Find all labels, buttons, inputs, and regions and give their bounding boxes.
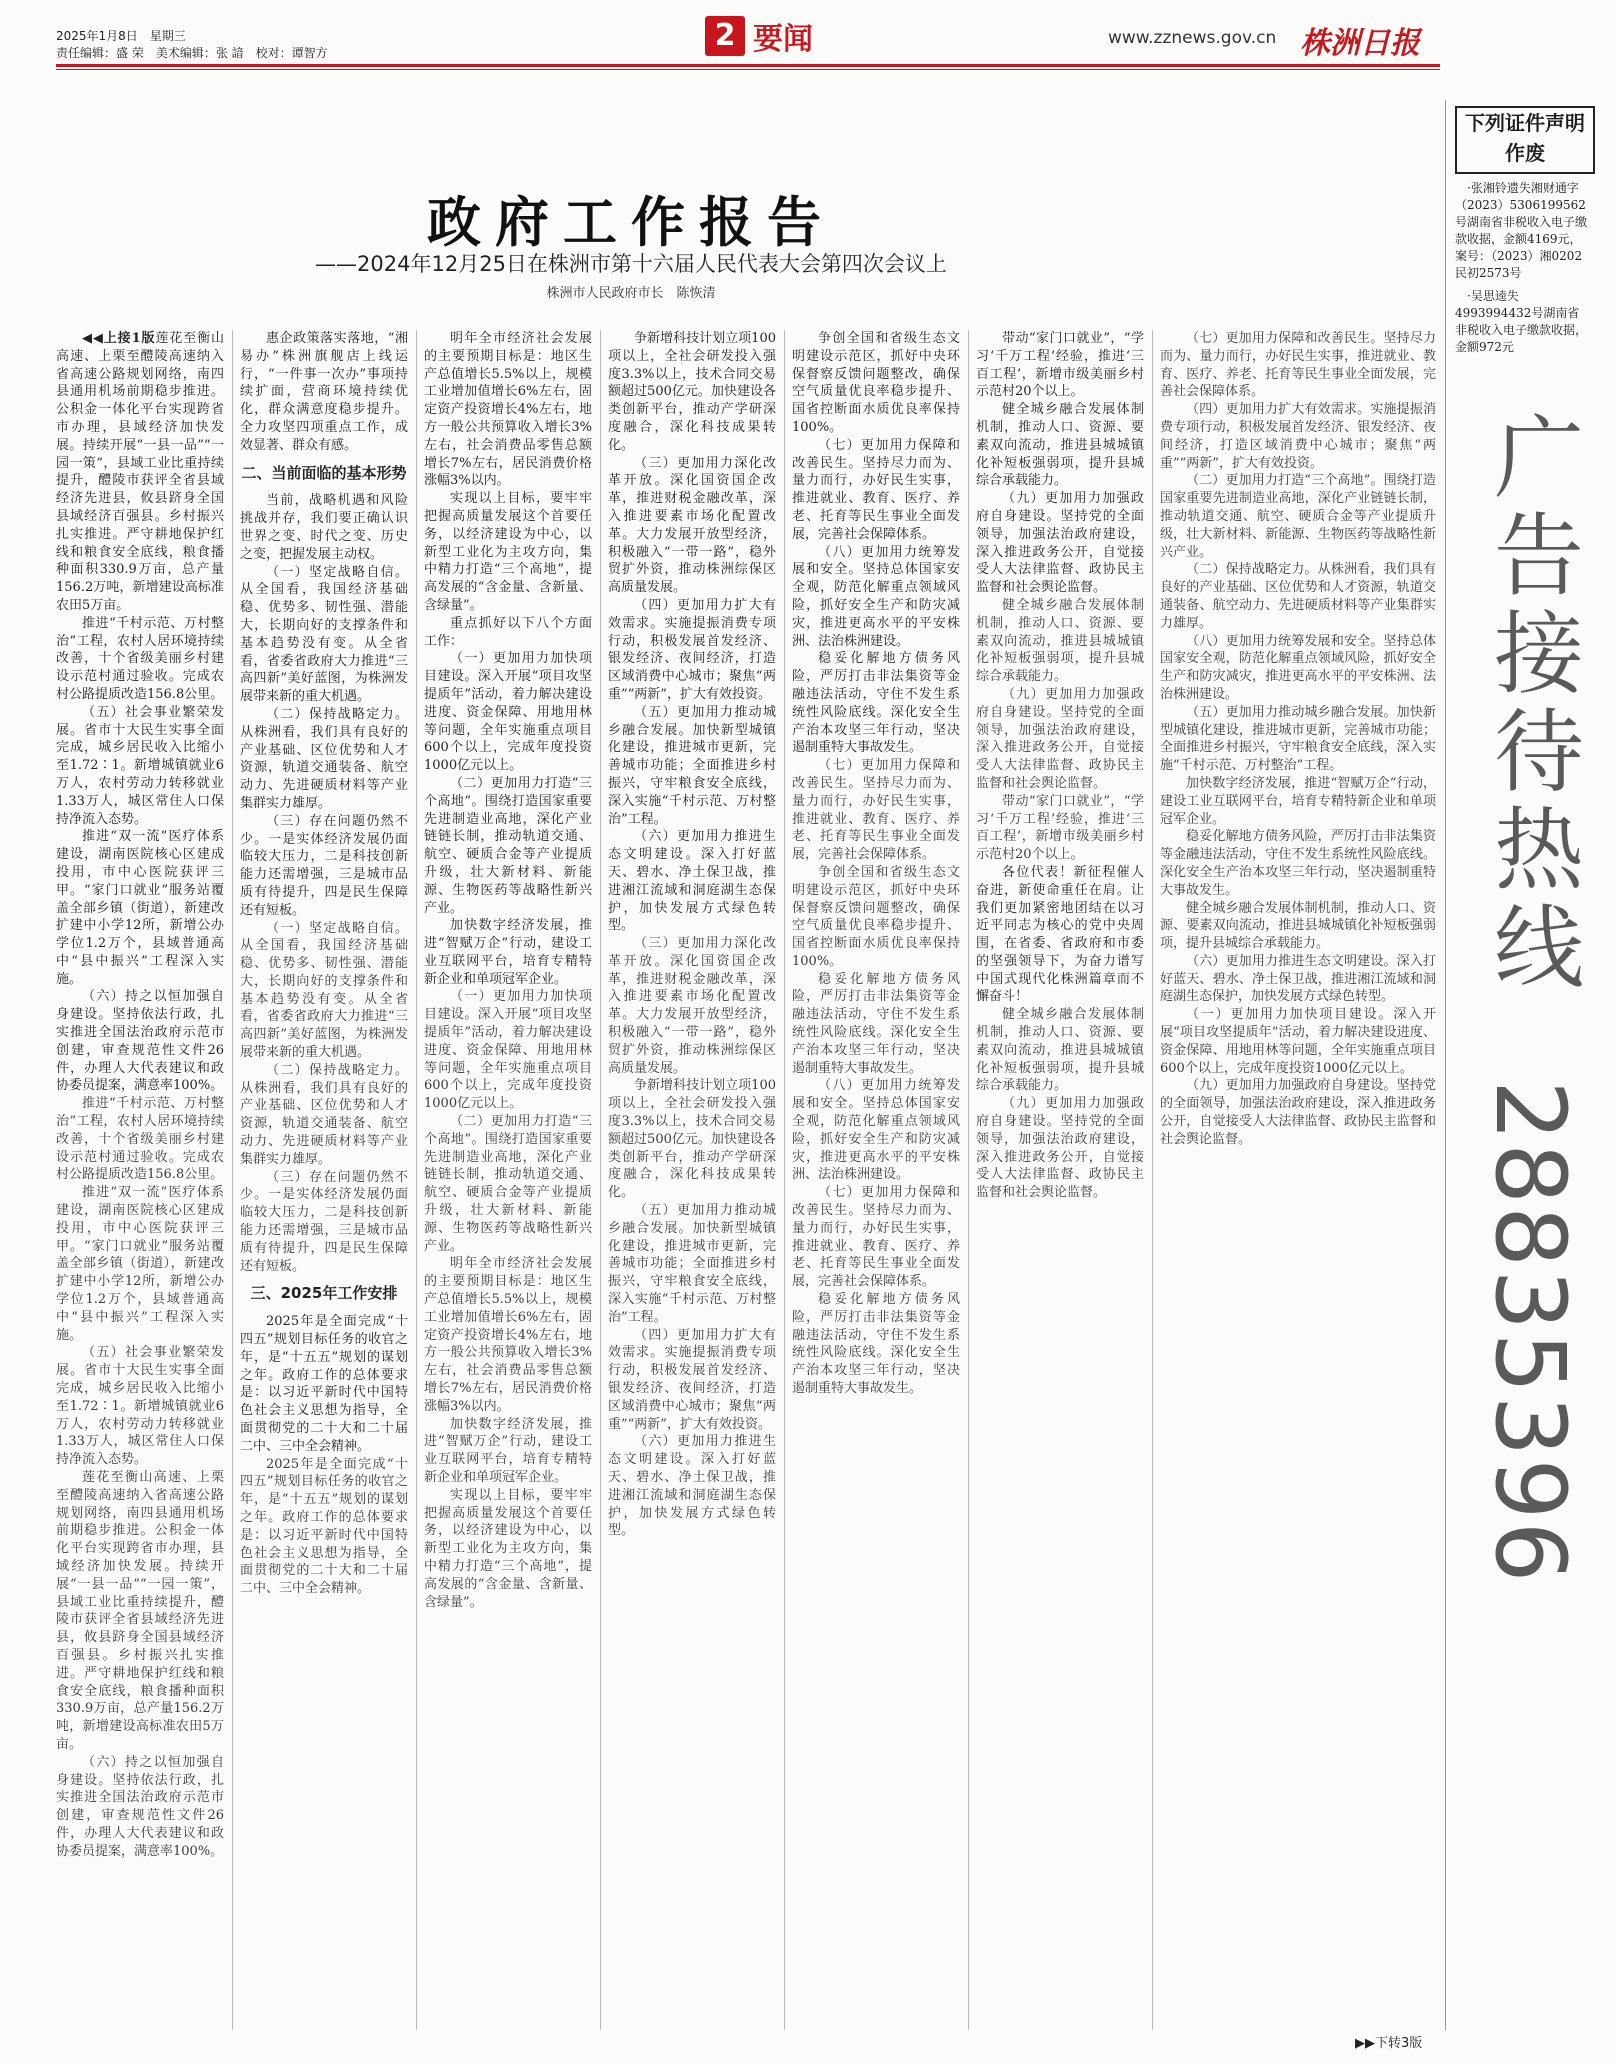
col7-paragraph: （一）更加用力加快项目建设。深入开展“项目攻坚提质年”活动，着力解决建设进度、资金保障、用地用林等问题，全年实施重点项目600个以上，完成年度投资1000亿元以上。 — [1160, 1007, 1436, 1076]
column-divider — [1152, 330, 1153, 2030]
col5-paragraph: （七）更加用力保障和改善民生。坚持尽力而为、量力而行，办好民生实事，推进就业、教育、医疗、养老、托育等民生事业全面发展，完善社会保障体系。 — [792, 758, 960, 863]
col5-paragraph: 争创全国和省级生态文明建设示范区，抓好中央环保督察反馈问题整改，确保空气质量优良率稳步提升、国省控断面水质优良率保持100%。 — [792, 331, 960, 435]
notice-list — [1455, 180, 1591, 362]
col4-paragraph: （六）更加用力推进生态文明建设。深入打好蓝天、碧水、净土保卫战，推进湘江流域和洞庭湖生态保护，加快发展方式绿色转型。 — [608, 829, 776, 934]
col4-paragraph: （三）更加用力深化改革开放。深化国资国企改革，推进财税金融改革，深入推进要素市场化配置改革。大力发展开放型经济，积极融入“一带一路”，稳外贸扩外资，推动株洲综保区高质量发展。 — [608, 455, 776, 596]
notice-item: ·吴思逵失4993994432号湖南省非税收入电子缴款收据，金额972元 — [1455, 289, 1588, 354]
col7-paragraph: （二）更加用力打造“三个高地”。围绕打造国家重要先进制造业高地，深化产业链链长制，推动轨道交通、航空、硬质合金等产业提质升级，壮大新材料、新能源、生物医药等战略性新兴产业。 — [1160, 473, 1436, 560]
ad-hotline-number: 28835396 — [1474, 1080, 1586, 1585]
ad-divider — [1445, 100, 1446, 2030]
col5-paragraph: 稳妥化解地方债务风险，严厉打击非法集资等金融违法活动，守住不发生系统性风险底线。深化安全生产治本攻坚三年行动，坚决遏制重特大事故发生。 — [792, 651, 960, 756]
article-column-2 — [240, 330, 408, 2030]
col7-paragraph: （九）更加用力加强政府自身建设。坚持党的全面领导，加强法治政府建设，深入推进政务公开，自觉接受人大法律监督、政协民主监督和社会舆论监督。 — [1160, 1078, 1436, 1147]
column-divider — [600, 330, 601, 2030]
article-column-7 — [1160, 330, 1436, 2030]
col1-paragraph: 推进“千村示范、万村整治”工程，农村人居环境持续改善，十个省级美丽乡村建设示范村通过验收。完成农村公路提质改造156.8公里。 — [56, 1096, 224, 1183]
col7-paragraph: 加快数字经济发展，推进“智赋万企”行动，建设工业互联网平台，培育专精特新企业和单项冠军企业。 — [1160, 775, 1436, 827]
col2-paragraph: （三）存在问题仍然不少。一是实体经济发展仍面临较大压力，二是科技创新能力还需增强，三是城市品质有待提升，四是民生保障还有短板。 — [240, 1169, 408, 1274]
col2-paragraph: 惠企政策落实落地，“湘易办”株洲旗舰店上线运行，“一件事一次办”事项持续扩面，营商环境持续优化，群众满意度稳步提升。全力攻坚四项重点工作，成效显著、群众有感。 — [240, 331, 408, 453]
column-divider — [968, 330, 969, 2030]
section-name: 要闻 — [753, 22, 813, 57]
col5-paragraph: 争创全国和省级生态文明建设示范区，抓好中央环保督察反馈问题整改，确保空气质量优良率稳步提升、国省控断面水质优良率保持100%。 — [792, 864, 960, 969]
col2-paragraph: （二）保持战略定力。从株洲看，我们具有良好的产业基础、区位优势和人才资源，轨道交通装备、航空动力、先进硬质材料等产业集群实力雄厚。 — [240, 1062, 408, 1167]
col2-paragraph: （三）存在问题仍然不少。一是实体经济发展仍面临较大压力，二是科技创新能力还需增强，三是城市品质有待提升，四是民生保障还有短板。 — [240, 813, 408, 918]
col6-paragraph: 各位代表！新征程催人奋进，新使命重任在肩。让我们更加紧密地团结在以习近平同志为核心的党中央周围，在省委、省政府和市委的坚强领导下，为奋力谱写中国式现代化株洲篇章而不懈奋斗！ — [976, 864, 1144, 1005]
col5-paragraph: （八）更加用力统筹发展和安全。坚持总体国家安全观，防范化解重点领域风险，抓好安全生产和防灾减灾，推进更高水平的平安株洲、法治株洲建设。 — [792, 544, 960, 649]
col4-paragraph: （六）更加用力推进生态文明建设。深入打好蓝天、碧水、净土保卫战，推进湘江流域和洞庭湖生态保护，加快发展方式绿色转型。 — [608, 1434, 776, 1539]
col1-paragraph: （六）持之以恒加强自身建设。坚持依法行政，扎实推进全国法治政府示范市创建，审查规范性文件26件，办理人大代表建议和政协委员提案，满意率100%。 — [56, 1754, 224, 1859]
column-divider — [232, 330, 233, 2030]
col6-paragraph: （九）更加用力加强政府自身建设。坚持党的全面领导，加强法治政府建设，深入推进政务公开，自觉接受人大法律监督、政协民主监督和社会舆论监督。 — [976, 1096, 1144, 1201]
newspaper-logo: 株洲日报 — [1300, 26, 1420, 61]
col2-paragraph: （二）保持战略定力。从株洲看，我们具有良好的产业基础、区位优势和人才资源，轨道交通装备、航空动力、先进硬质材料等产业集群实力雄厚。 — [240, 706, 408, 811]
col5-paragraph: （七）更加用力保障和改善民生。坚持尽力而为、量力而行，办好民生实事，推进就业、教育、医疗、养老、托育等民生事业全面发展，完善社会保障体系。 — [792, 437, 960, 542]
col5-paragraph: 稳妥化解地方债务风险，严厉打击非法集资等金融违法活动，守住不发生系统性风险底线。深化安全生产治本攻坚三年行动，坚决遏制重特大事故发生。 — [792, 1292, 960, 1397]
section-header — [705, 14, 813, 58]
col4-paragraph: （五）更加用力推动城乡融合发展。加快新型城镇化建设，推进城市更新，完善城市功能；全面推进乡村振兴，守牢粮食安全底线，深入实施“千村示范、万村整治”工程。 — [608, 1203, 776, 1325]
col3-paragraph: （一）更加用力加快项目建设。深入开展“项目攻坚提质年”活动，着力解决建设进度、资金保障、用地用林等问题，全年实施重点项目600个以上，完成年度投资1000亿元以上。 — [424, 651, 592, 774]
section-heading-situation: 二、当前面临的基本形势 — [241, 463, 407, 482]
masthead-rule-thin — [56, 69, 1440, 70]
col2-paragraph: （一）坚定战略自信。从全国看，我国经济基础稳、优势多、韧性强、潜能大，长期向好的支撑条件和基本趋势没有变。从全省看，省委省政府大力推进“三高四新”美好蓝图，为株洲发展带来新的重大机遇。 — [240, 920, 408, 1061]
continued-from: ◀◀上接1版 — [82, 331, 156, 346]
col3-paragraph: （二）更加用力打造“三个高地”。围绕打造国家重要先进制造业高地，深化产业链链长制，推动轨道交通、航空、硬质合金等产业提质升级，壮大新材料、新能源、生物医药等战略性新兴产业。 — [424, 775, 592, 916]
col7-paragraph: （四）更加用力扩大有效需求。实施提振消费专项行动，积极发展首发经济、银发经济、夜间经济，打造区域消费中心城市；聚焦“两重”“两新”，扩大有效投资。 — [1160, 402, 1436, 471]
col1-paragraph: 推进“双一流”医疗体系建设，湖南医院核心区建成投用，市中心医院获评三甲。“家门口就业”服务站覆盖全部乡镇（街道），新建改扩建中小学12所，新增公办学位1.2万个，县域普通高中“县中振兴”工程深入实施。 — [56, 829, 224, 987]
col7-paragraph: （八）更加用力统筹发展和安全。坚持总体国家安全观，防范化解重点领域风险，抓好安全生产和防灾减灾，推进更高水平的平安株洲、法治株洲建设。 — [1160, 633, 1436, 702]
col1-paragraph: （六）持之以恒加强自身建设。坚持依法行政，扎实推进全国法治政府示范市创建，审查规范性文件26件，办理人大代表建议和政协委员提案，满意率100%。 — [56, 989, 224, 1094]
article-column-3 — [424, 330, 592, 2030]
notice-title: 下列证件声明作废 — [1455, 106, 1595, 174]
notice-item: ·张湘铃遗失湘财通字（2023）5306199562号湖南省非税收入电子缴款收据，金额4169元，案号：（2023）湘0202民初2573号 — [1455, 181, 1588, 280]
article-byline: 株洲市人民政府市长 陈恢清 — [546, 286, 716, 301]
col1-paragraph: 莲花至衡山高速、上栗至醴陵高速纳入省高速公路规划网络，南四县通用机场前期稳步推进。公积金一体化平台实现跨省市办理，县域经济加快发展。持续开展“一县一品”“一园一策”，县域工业比重持续提升，醴陵市获评全省县域经济先进县，攸县跻身全国县域经济百强县。乡村振兴扎实推进。严守耕地保护红线和粮食安全底线，粮食播种面积330.9万亩，总产量156.2万吨，新增建设高标准农田5万亩。 — [56, 1470, 224, 1752]
col2-paragraph: 2025年是全面完成“十四五”规划目标任务的收官之年，是“十五五”规划的谋划之年。政府工作的总体要求是：以习近平新时代中国特色社会主义思想为指导，全面贯彻党的二十大和二十届二中、三中全会精神。 — [240, 1456, 408, 1597]
col7-paragraph: （七）更加用力保障和改善民生。坚持尽力而为、量力而行，办好民生实事，推进就业、教育、医疗、养老、托育等民生事业全面发展，完善社会保障体系。 — [1160, 331, 1436, 400]
editor-credits: 责任编辑：盛 荣 美术编辑：张 諳 校对：谭智方 — [56, 46, 328, 60]
col7-paragraph: 健全城乡融合发展体制机制，推动人口、资源、要素双向流动，推进县城城镇化补短板强弱项，提升县城综合承载能力。 — [1160, 900, 1436, 952]
article-column-1 — [56, 330, 224, 2030]
col4-paragraph: 争新增科技计划立项100项以上，全社会研发投入强度3.3%以上，技术合同交易额超过500亿元。加快建设各类创新平台，推动产学研深度融合，深化科技成果转化。 — [608, 1078, 776, 1201]
col4-paragraph: 争新增科技计划立项100项以上，全社会研发投入强度3.3%以上，技术合同交易额超过500亿元。加快建设各类创新平台，推动产学研深度融合，深化科技成果转化。 — [608, 331, 776, 453]
col2-paragraph: 当前，战略机遇和风险挑战并存，我们要正确认识世界之变、时代之变、历史之变，把握发展主动权。 — [240, 493, 408, 562]
col3-paragraph: 加快数字经济发展，推进“智赋万企”行动，建设工业互联网平台，培育专精特新企业和单项冠军企业。 — [424, 1416, 592, 1485]
article-column-4 — [608, 330, 776, 2030]
col1-paragraph: 推进“千村示范、万村整治”工程，农村人居环境持续改善，十个省级美丽乡村建设示范村通过验收。完成农村公路提质改造156.8公里。 — [56, 615, 224, 702]
col5-paragraph: （八）更加用力统筹发展和安全。坚持总体国家安全观，防范化解重点领域风险，抓好安全生产和防灾减灾，推进更高水平的平安株洲、法治株洲建设。 — [792, 1078, 960, 1183]
col3-paragraph: 重点抓好以下八个方面工作： — [424, 615, 592, 649]
col1-paragraph: （五）社会事业繁荣发展。省市十大民生实事全面完成，城乡居民收入比缩小至1.72∶1。新增城镇就业6万人，农村劳动力转移就业1.33万人，城区常住人口保持净流入态势。 — [56, 1345, 224, 1468]
col3-paragraph: 实现以上目标，要牢牢把握高质量发展这个首要任务，以经济建设为中心，以新型工业化为主攻方向，集中精力打造“三个高地”，提高发展的“含金量、含新量、含绿量”。 — [424, 491, 592, 613]
col4-paragraph: （三）更加用力深化改革开放。深化国资国企改革，推进财税金融改革，深入推进要素市场化配置改革。大力发展开放型经济，积极融入“一带一路”，稳外贸扩外资，推动株洲综保区高质量发展。 — [608, 936, 776, 1076]
masthead-rule — [56, 64, 1440, 67]
col3-paragraph: 实现以上目标，要牢牢把握高质量发展这个首要任务，以经济建设为中心，以新型工业化为主攻方向，集中精力打造“三个高地”，提高发展的“含金量、含新量、含绿量”。 — [424, 1487, 592, 1610]
col6-paragraph: 带动“家门口就业”，“学习‘千万工程’经验，推进‘三百工程’，新增市级美丽乡村示范村20个以上。 — [976, 331, 1144, 400]
col6-paragraph: （九）更加用力加强政府自身建设。坚持党的全面领导，加强法治政府建设，深入推进政务公开，自觉接受人大法律监督、政协民主监督和社会舆论监督。 — [976, 491, 1144, 596]
col7-paragraph: （六）更加用力推进生态文明建设。深入打好蓝天、碧水、净土保卫战，推进湘江流域和洞庭湖生态保护，加快发展方式绿色转型。 — [1160, 953, 1436, 1005]
col7-paragraph: （二）保持战略定力。从株洲看，我们具有良好的产业基础、区位优势和人才资源，轨道交通装备、航空动力、先进硬质材料等产业集群实力雄厚。 — [1160, 562, 1436, 631]
col6-paragraph: 健全城乡融合发展体制机制，推动人口、资源、要素双向流动，推进县城城镇化补短板强弱项，提升县城综合承载能力。 — [976, 597, 1144, 685]
article-column-5 — [792, 330, 960, 2030]
issue-date: 2025年1月8日 星期三 — [56, 29, 186, 43]
col1-lead: 莲花至衡山高速、上栗至醴陵高速纳入省高速公路规划网络，南四县通用机场前期稳步推进。公积金一体化平台实现跨省市办理，县域经济加快发展。持续开展“一县一品”“一园一策”，县域工业比重持续提升，醴陵市获评全省县域经济先进县，攸县跻身全国县域经济百强县。乡村振兴扎实推进。严守耕地保护红线和粮食安全底线，粮食播种面积330.9万亩，总产量156.2万吨，新增建设高标准农田5万亩。 — [56, 331, 224, 613]
col5-paragraph: （七）更加用力保障和改善民生。坚持尽力而为、量力而行，办好民生实事，推进就业、教育、医疗、养老、托育等民生事业全面发展，完善社会保障体系。 — [792, 1185, 960, 1290]
col6-paragraph: 带动“家门口就业”，“学习‘千万工程’经验，推进‘三百工程’，新增市级美丽乡村示范村20个以上。 — [976, 793, 1144, 863]
masthead-info — [56, 28, 328, 62]
continued-to: ▶▶下转3版 — [1355, 2036, 1423, 2051]
col3-paragraph: 明年全市经济社会发展的主要预期目标是：地区生产总值增长5.5%以上，规模工业增加值增长6%左右，固定资产投资增长4%左右，地方一般公共预算收入增长3%左右，社会消费品零售总额增长7%左右，居民消费价格涨幅3%以内。 — [424, 331, 592, 489]
col6-paragraph: （九）更加用力加强政府自身建设。坚持党的全面领导，加强法治政府建设，深入推进政务公开，自觉接受人大法律监督、政协民主监督和社会舆论监督。 — [976, 686, 1144, 791]
section-heading-plan: 三、2025年工作安排 — [250, 1284, 398, 1303]
col5-paragraph: 稳妥化解地方债务风险，严厉打击非法集资等金融违法活动，守住不发生系统性风险底线。深化安全生产治本攻坚三年行动，坚决遏制重特大事故发生。 — [792, 971, 960, 1076]
page-number-badge: 2 — [705, 16, 745, 56]
site-url[interactable]: www.zznews.gov.cn — [1108, 28, 1277, 48]
column-divider — [784, 330, 785, 2030]
col3-paragraph: （一）更加用力加快项目建设。深入开展“项目攻坚提质年”活动，着力解决建设进度、资金保障、用地用林等问题，全年实施重点项目600个以上，完成年度投资1000亿元以上。 — [424, 989, 592, 1112]
col1-paragraph: （五）社会事业繁荣发展。省市十大民生实事全面完成，城乡居民收入比缩小至1.72∶1。新增城镇就业6万人，农村劳动力转移就业1.33万人，城区常住人口保持净流入态势。 — [56, 704, 224, 827]
col7-paragraph: 稳妥化解地方债务风险，严厉打击非法集资等金融违法活动，守住不发生系统性风险底线。深化安全生产治本攻坚三年行动，坚决遏制重特大事故发生。 — [1160, 829, 1436, 898]
article-subtitle: ——2024年12月25日在株洲市第十六届人民代表大会第四次会议上 — [315, 252, 947, 276]
ad-hotline-label: 广告接待热线 — [1478, 410, 1583, 998]
col3-paragraph: 加快数字经济发展，推进“智赋万企”行动，建设工业互联网平台，培育专精特新企业和单项冠军企业。 — [424, 918, 592, 987]
col3-paragraph: （二）更加用力打造“三个高地”。围绕打造国家重要先进制造业高地，深化产业链链长制，推动轨道交通、航空、硬质合金等产业提质升级，壮大新材料、新能源、生物医药等战略性新兴产业。 — [424, 1114, 592, 1254]
article-title: 政府工作报告 — [427, 191, 835, 254]
col4-paragraph: （四）更加用力扩大有效需求。实施提振消费专项行动，积极发展首发经济、银发经济、夜间经济，打造区域消费中心城市；聚焦“两重”“两新”，扩大有效投资。 — [608, 597, 776, 702]
col6-paragraph: 健全城乡融合发展体制机制，推动人口、资源、要素双向流动，推进县城城镇化补短板强弱项，提升县城综合承载能力。 — [976, 402, 1144, 489]
col2-paragraph: 2025年是全面完成“十四五”规划目标任务的收官之年，是“十五五”规划的谋划之年。政府工作的总体要求是：以习近平新时代中国特色社会主义思想为指导，全面贯彻党的二十大和二十届二中、三中全会精神。 — [240, 1314, 408, 1454]
col4-paragraph: （四）更加用力扩大有效需求。实施提振消费专项行动，积极发展首发经济、银发经济、夜间经济，打造区域消费中心城市；聚焦“两重”“两新”，扩大有效投资。 — [608, 1327, 776, 1432]
col7-paragraph: （五）更加用力推动城乡融合发展。加快新型城镇化建设，推进城市更新，完善城市功能；全面推进乡村振兴，守牢粮食安全底线，深入实施“千村示范、万村整治”工程。 — [1160, 704, 1436, 774]
col1-paragraph: 推进“双一流”医疗体系建设，湖南医院核心区建成投用，市中心医院获评三甲。“家门口就业”服务站覆盖全部乡镇（街道），新建改扩建中小学12所，新增公办学位1.2万个，县域普通高中“县中振兴”工程深入实施。 — [56, 1185, 224, 1343]
column-divider — [416, 330, 417, 2030]
col6-paragraph: 健全城乡融合发展体制机制，推动人口、资源、要素双向流动，推进县城城镇化补短板强弱项，提升县城综合承载能力。 — [976, 1007, 1144, 1094]
col3-paragraph: 明年全市经济社会发展的主要预期目标是：地区生产总值增长5.5%以上，规模工业增加值增长6%左右，固定资产投资增长4%左右，地方一般公共预算收入增长3%左右，社会消费品零售总额增长7%左右，居民消费价格涨幅3%以内。 — [424, 1256, 592, 1414]
col2-paragraph: （一）坚定战略自信。从全国看，我国经济基础稳、优势多、韧性强、潜能大，长期向好的支撑条件和基本趋势没有变。从全省看，省委省政府大力推进“三高四新”美好蓝图，为株洲发展带来新的重大机遇。 — [240, 564, 408, 705]
article-column-6 — [976, 330, 1144, 2030]
col4-paragraph: （五）更加用力推动城乡融合发展。加快新型城镇化建设，推进城市更新，完善城市功能；全面推进乡村振兴，守牢粮食安全底线，深入实施“千村示范、万村整治”工程。 — [608, 704, 776, 827]
